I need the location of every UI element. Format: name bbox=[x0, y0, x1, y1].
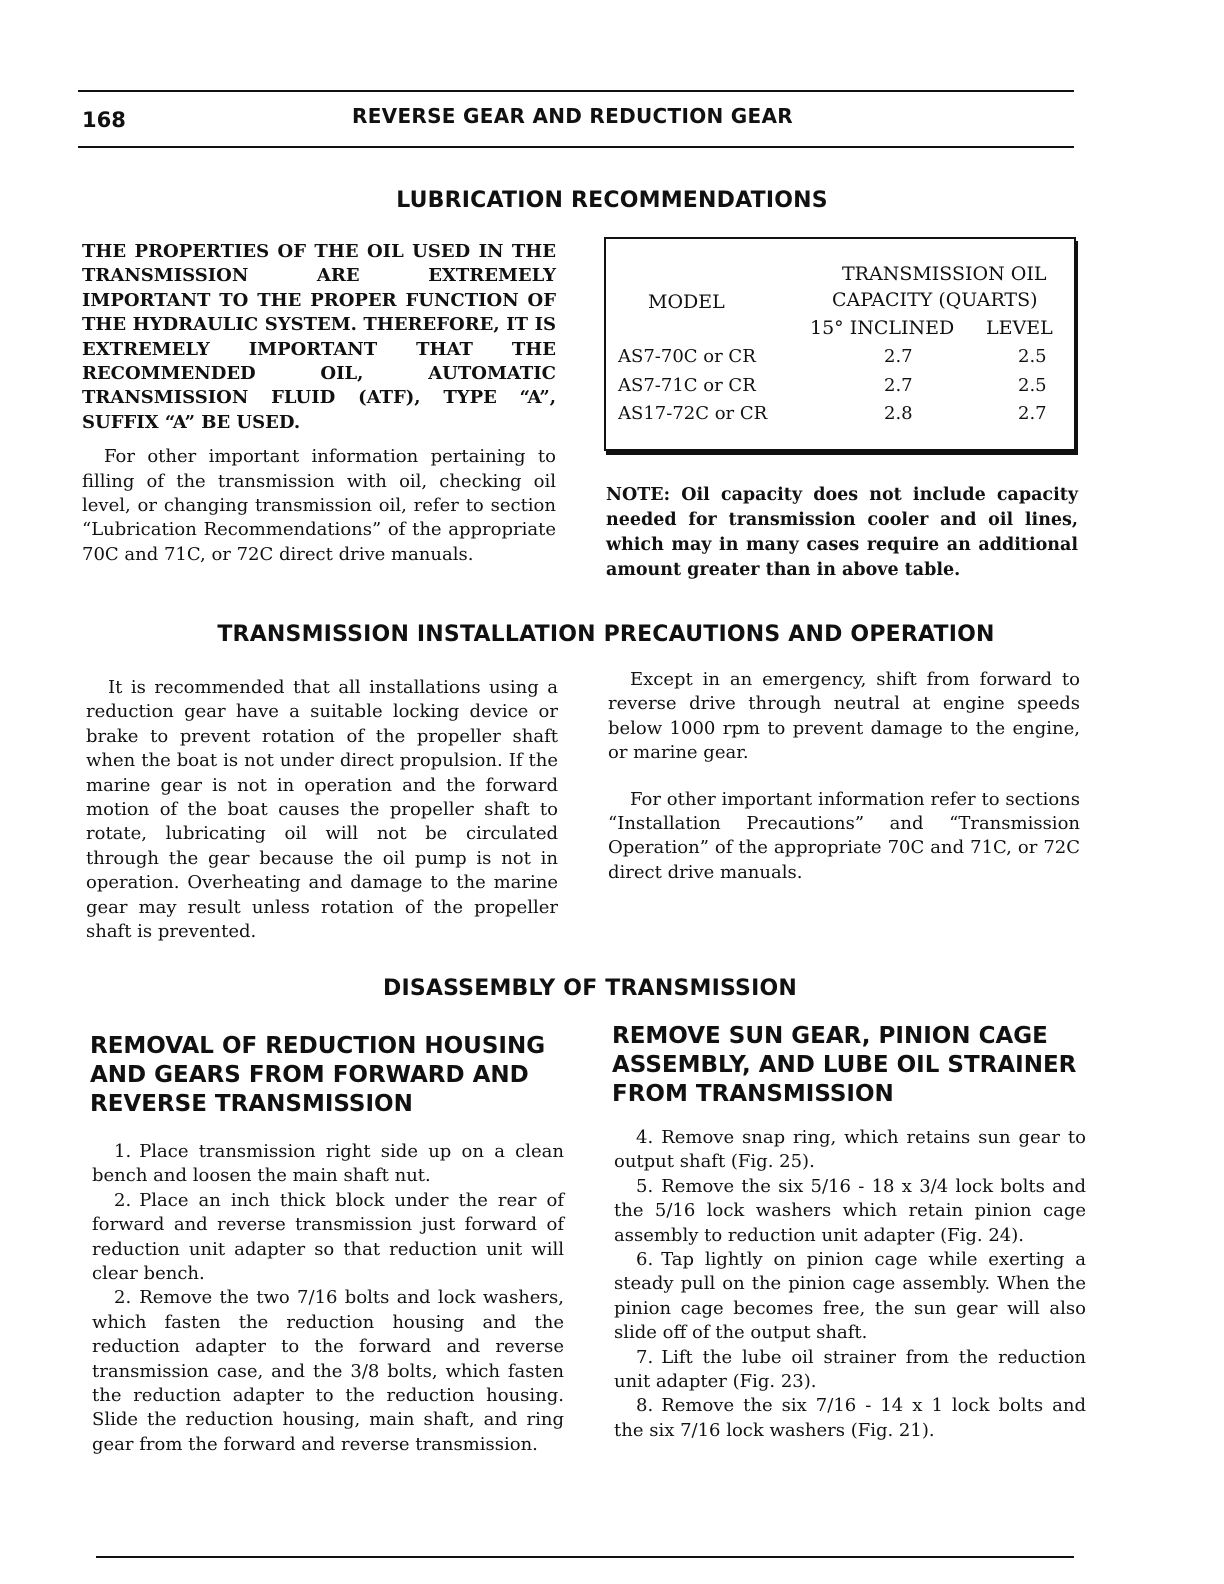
list-item: 1. Place transmission right side up on a clean bench and loosen the main shaft nut. bbox=[92, 1141, 564, 1187]
left-steps bbox=[92, 1140, 564, 1457]
header-bottom-rule bbox=[78, 146, 1074, 148]
table-row-1-level: 2.5 bbox=[1018, 346, 1047, 367]
table-row-3-level: 2.7 bbox=[1018, 403, 1047, 424]
list-item: 2. Remove the two 7/16 bolts and lock washers, which fasten the reduction housing and the reduction adapter to the forward and reverse transmission case, and the 3/8 bolts, which fasten the reduction adapter to the reduction housing. Slide the reduction housing, main shaft, and ring gear from the forward and reverse transmission. bbox=[92, 1287, 564, 1455]
lubrication-caps-text: THE PROPERTIES OF THE OIL USED IN THE TRANSMISSION ARE EXTREMELY IMPORTANT TO THE PROPER FUNCTION OF THE HYDRAULIC SYSTEM. THEREFORE, IT IS EXTREMELY IMPORTANT THAT THE RECOMMENDED OIL, AUTOMATIC TRANSMISSION FLUID (ATF), TYPE “A”, SUFFIX “A” BE USED. bbox=[82, 241, 556, 433]
table-row-2-level: 2.5 bbox=[1018, 375, 1047, 396]
running-title: REVERSE GEAR AND REDUCTION GEAR bbox=[352, 104, 793, 128]
list-item: 4. Remove snap ring, which retains sun gear to output shaft (Fig. 25). bbox=[614, 1127, 1086, 1173]
installation-right-column bbox=[608, 668, 1080, 885]
right-subheading: REMOVE SUN GEAR, PINION CAGE ASSEMBLY, AND LUBE OIL STRAINER FROM TRANSMISSION bbox=[612, 1023, 1077, 1107]
table-model-header: MODEL bbox=[648, 291, 725, 313]
capacity-note: NOTE: Oil capacity does not include capacity needed for transmission cooler and oil lines, which may in many cases require an additional amount greater than in above table. bbox=[606, 485, 1078, 580]
installation-left-column bbox=[86, 676, 558, 944]
left-subheading: REMOVAL OF REDUCTION HOUSING AND GEARS FROM FORWARD AND REVERSE TRANSMISSION bbox=[90, 1033, 546, 1117]
lubrication-paragraph: For other important information pertaining to filling of the transmission with oil, checking oil level, or changing transmission oil, refer to section “Lubrication Recommendations” of the appropriate 70C and 71C, or 72C direct drive manuals. bbox=[82, 446, 556, 565]
installation-right-paragraph-1: Except in an emergency, shift from forward to reverse drive through neutral at engine speeds below 1000 rpm to prevent damage to the engine, or marine gear. bbox=[608, 669, 1080, 764]
table-level-header: LEVEL bbox=[986, 317, 1053, 339]
header-top-rule bbox=[78, 90, 1074, 92]
lubrication-left-column bbox=[82, 240, 556, 567]
table-row-3-inclined: 2.8 bbox=[884, 403, 913, 424]
list-item: 6. Tap lightly on pinion cage while exerting a steady pull on the pinion cage assembly. When the pinion cage becomes free, the sun gear will also slide off of the output shaft. bbox=[614, 1249, 1086, 1344]
installation-left-paragraph: It is recommended that all installations using a reduction gear have a suitable locking device or brake to prevent rotation of the propeller shaft when the boat is not under direct propulsion. If the marine gear is not in operation and the forward motion of the boat causes the propeller shaft to rotate, lubricating oil will not be circulated through the gear because the oil pump is not in operation. Overheating and damage to the marine gear may result unless rotation of the propeller shaft is prevented. bbox=[86, 677, 558, 943]
table-capacity-header-1: TRANSMISSION OIL bbox=[842, 263, 1047, 285]
lubrication-heading: LUBRICATION RECOMMENDATIONS bbox=[396, 188, 828, 213]
oil-capacity-table bbox=[604, 237, 1076, 451]
list-item: 7. Lift the lube oil strainer from the reduction unit adapter (Fig. 23). bbox=[614, 1346, 1086, 1393]
table-row-1-model: AS7-70C or CR bbox=[618, 346, 756, 367]
right-steps bbox=[614, 1126, 1086, 1443]
table-row-2-inclined: 2.7 bbox=[884, 375, 913, 396]
list-item: 8. Remove the six 7/16 - 14 x 1 lock bolts and the six 7/16 lock washers (Fig. 21). bbox=[614, 1395, 1086, 1441]
installation-heading: TRANSMISSION INSTALLATION PRECAUTIONS AND OPERATION bbox=[217, 622, 995, 647]
list-item: 2. Place an inch thick block under the rear of forward and reverse transmission just forward of reduction unit adapter so that reduction unit will clear bench. bbox=[92, 1189, 564, 1285]
list-item: 5. Remove the six 5/16 - 18 x 3/4 lock bolts and the 5/16 lock washers which retain pinion cage assembly to reduction unit adapter (Fig. 24). bbox=[614, 1175, 1086, 1246]
footer-rule bbox=[96, 1556, 1074, 1558]
table-row-1-inclined: 2.7 bbox=[884, 346, 913, 367]
table-row-3-model: AS17-72C or CR bbox=[618, 403, 768, 424]
table-inclined-header: 15° INCLINED bbox=[810, 317, 955, 339]
disassembly-heading: DISASSEMBLY OF TRANSMISSION bbox=[383, 976, 797, 1001]
page-number: 168 bbox=[82, 108, 126, 132]
table-row-2-model: AS7-71C or CR bbox=[618, 375, 756, 396]
table-capacity-header-2: CAPACITY (QUARTS) bbox=[832, 289, 1038, 311]
installation-right-paragraph-2: For other important information refer to sections “Installation Precautions” and “Transmission Operation” of the appropriate 70C and 71C, or 72C direct drive manuals. bbox=[608, 788, 1080, 883]
